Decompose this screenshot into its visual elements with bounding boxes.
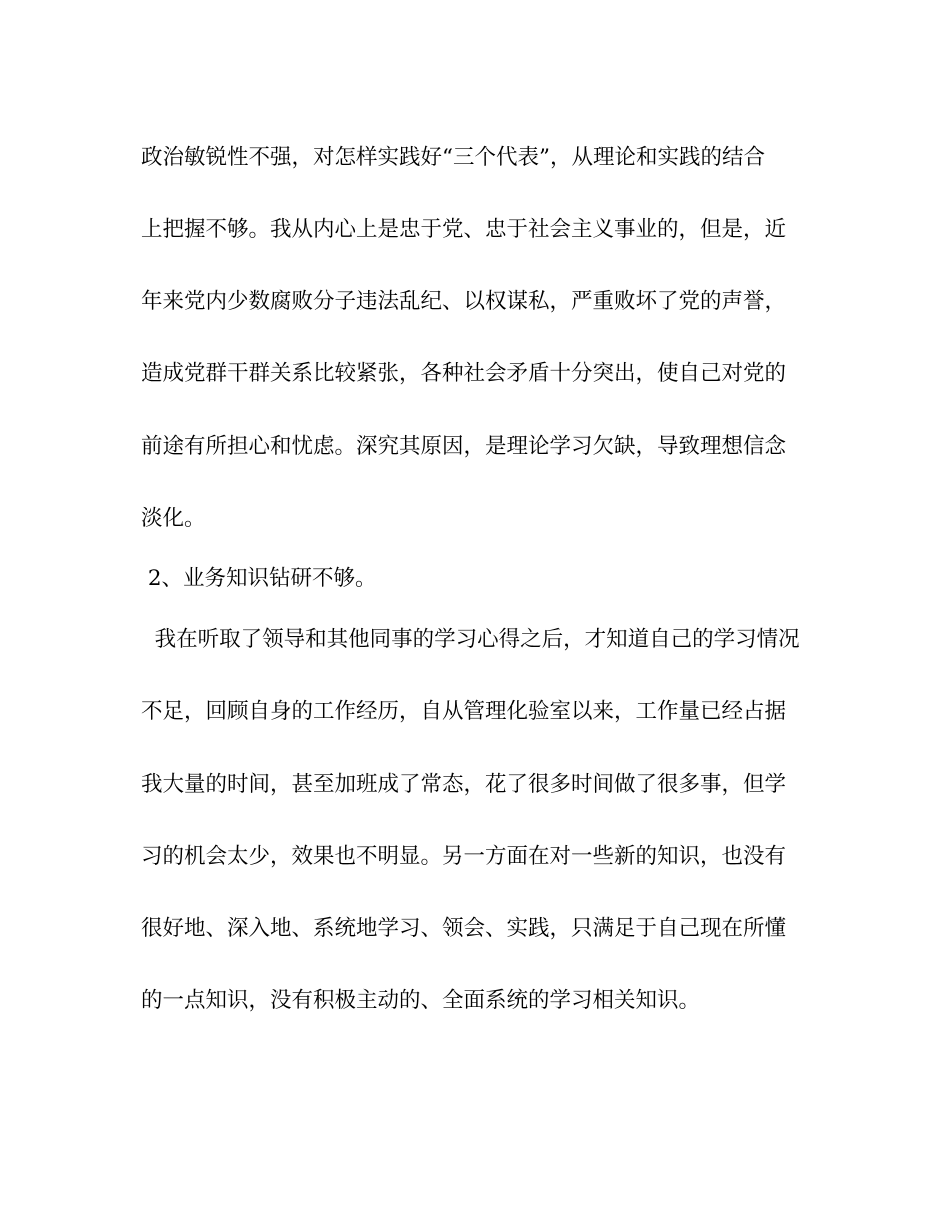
- section-heading: 2、业务知识钻研不够。: [141, 566, 377, 591]
- paragraph-line: 很好地、深入地、系统地学习、领会、实践，只满足于自己现在所懂: [141, 916, 787, 941]
- paragraph-line: 年来党内少数腐败分子违法乱纪、以权谋私，严重败坏了党的声誉，: [141, 289, 787, 314]
- paragraph-line: 我大量的时间，甚至加班成了常态，花了很多时间做了很多事，但学: [141, 772, 787, 797]
- paragraph-line: 淡化。: [141, 506, 206, 531]
- paragraph-line: 造成党群干群关系比较紧张，各种社会矛盾十分突出，使自己对党的: [141, 361, 787, 386]
- paragraph-line: 的一点知识，没有积极主动的、全面系统的学习相关知识。: [141, 988, 701, 1013]
- paragraph-line: 前途有所担心和忧虑。深究其原因，是理论学习欠缺，导致理想信念: [141, 434, 787, 459]
- paragraph-line: 不足，回顾自身的工作经历，自从管理化验室以来，工作量已经占据: [141, 699, 787, 724]
- paragraph-line: 我在听取了领导和其他同事的学习心得之后，才知道自己的学习情况: [141, 627, 800, 652]
- paragraph-line: 上把握不够。我从内心上是忠于党、忠于社会主义事业的，但是，近: [141, 217, 787, 242]
- paragraph-line: 政治敏锐性不强，对怎样实践好“三个代表”，从理论和实践的结合: [141, 145, 765, 170]
- paragraph-line: 习的机会太少，效果也不明显。另一方面在对一些新的知识，也没有: [141, 844, 787, 869]
